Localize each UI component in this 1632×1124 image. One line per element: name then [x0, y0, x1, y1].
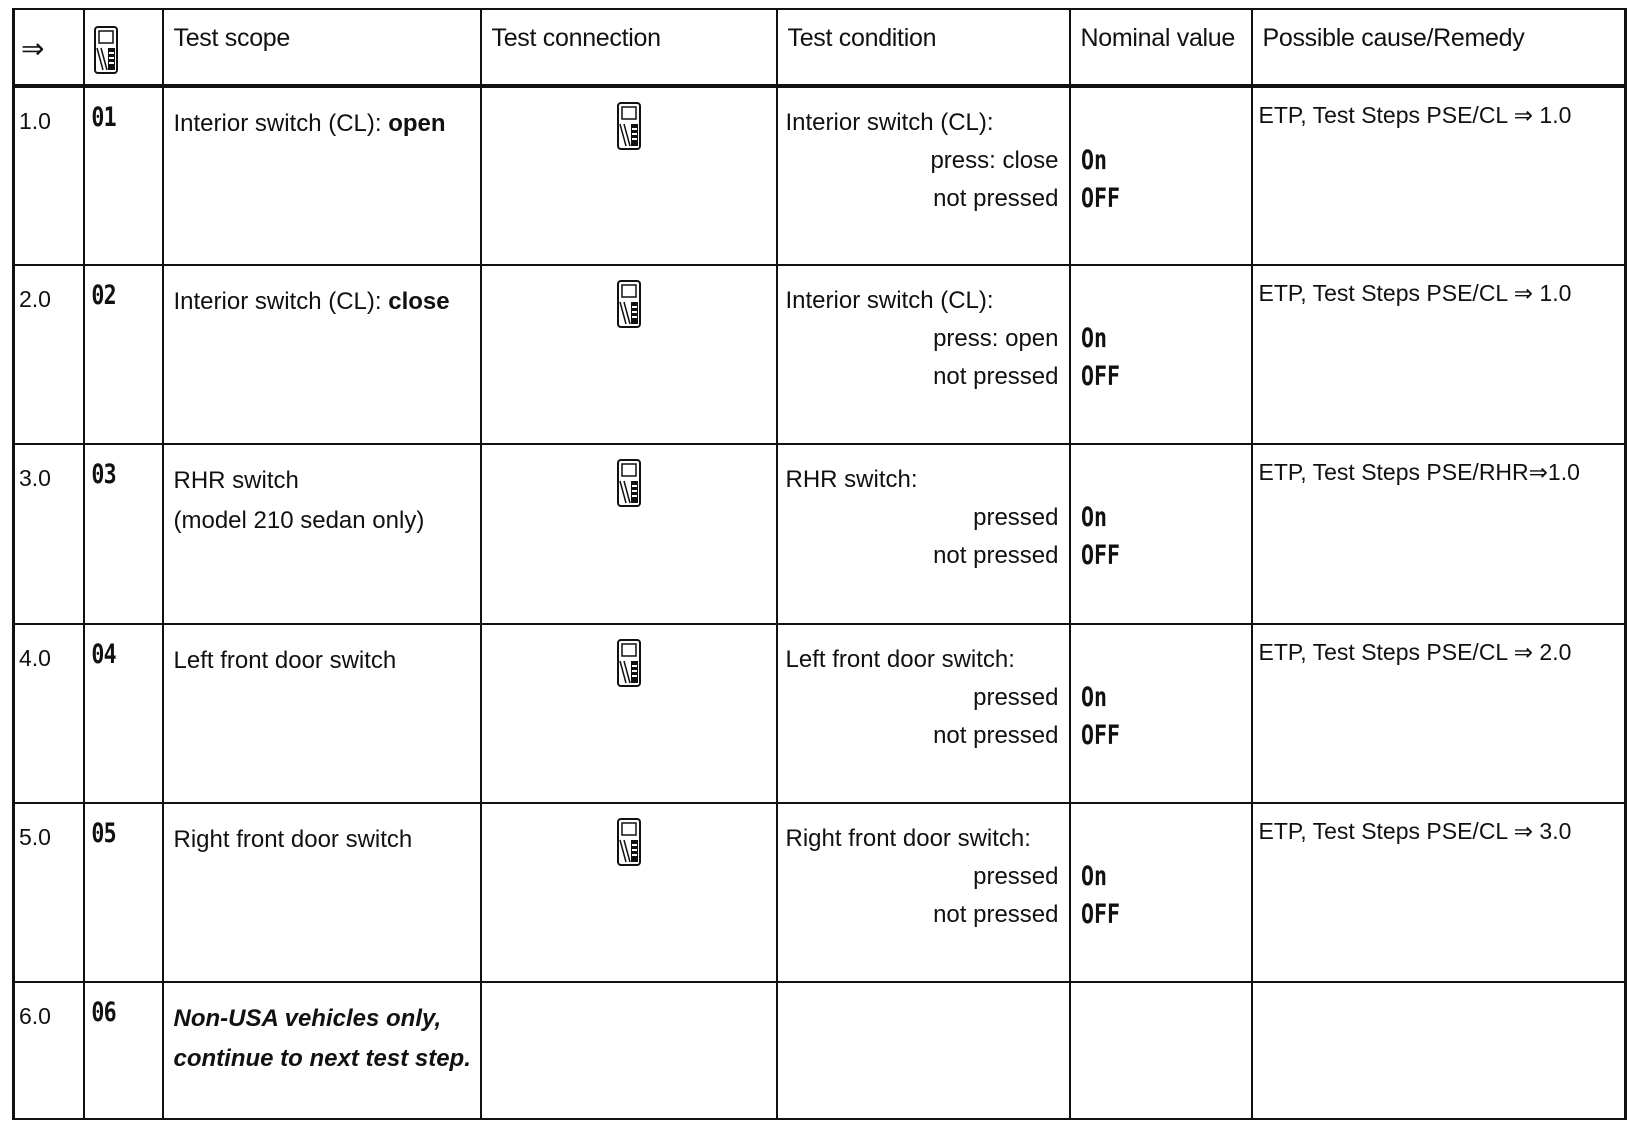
step-number: 6.0 [19, 1003, 51, 1030]
hand-held-tester-icon [616, 280, 642, 328]
hand-held-tester-icon [616, 818, 642, 866]
table-row [14, 982, 1626, 1119]
display-code: 03 [90, 459, 116, 491]
possible-cause-remedy [1252, 982, 1626, 1119]
display-code: 05 [90, 817, 116, 849]
test-condition: Interior switch (CL): press: open not pressed [785, 287, 1059, 391]
possible-cause-remedy: ETP, Test Steps PSE/CL ⇒ 3.0 [1258, 817, 1572, 844]
nominal-value: On OFF [1080, 323, 1120, 393]
table-row [14, 803, 1626, 982]
possible-cause-remedy: ETP, Test Steps PSE/RHR⇒1.0 [1258, 459, 1580, 486]
step-number: 5.0 [19, 823, 51, 850]
header-test-condition: Test condition [777, 9, 1070, 86]
header-test-connection: Test connection [481, 9, 777, 86]
nominal-value: On OFF [1080, 860, 1120, 930]
test-condition [777, 982, 1070, 1119]
nominal-value [1070, 982, 1252, 1119]
table-row [14, 265, 1626, 444]
header-tester [84, 9, 163, 86]
header-test-scope: Test scope [163, 9, 481, 86]
test-condition: Interior switch (CL): press: close not pressed [785, 109, 1059, 212]
test-condition: RHR switch: pressed not pressed [785, 466, 1059, 570]
nominal-value: On OFF [1080, 145, 1120, 214]
test-connection [482, 88, 776, 155]
display-code: 01 [90, 102, 116, 133]
table-row [14, 624, 1626, 803]
step-number: 4.0 [19, 644, 51, 671]
hand-held-tester-icon [616, 459, 642, 507]
display-code: 02 [90, 280, 116, 312]
possible-cause-remedy: ETP, Test Steps PSE/CL ⇒ 1.0 [1258, 280, 1572, 307]
test-connection [482, 804, 776, 871]
nominal-value: On OFF [1080, 681, 1120, 751]
table-row [14, 444, 1626, 623]
test-scope: Right front door switch [173, 825, 413, 853]
possible-cause-remedy: ETP, Test Steps PSE/CL ⇒ 1.0 [1258, 102, 1572, 128]
test-scope: Interior switch (CL): close [173, 288, 450, 316]
hand-held-tester-icon [93, 26, 119, 74]
step-number: 3.0 [19, 465, 51, 492]
header-possible-cause: Possible cause/Remedy [1252, 9, 1626, 86]
test-connection [482, 445, 776, 512]
step-number: 2.0 [19, 286, 51, 313]
display-code: 06 [90, 997, 116, 1029]
table-row [14, 86, 1626, 265]
header-nominal-value: Nominal value [1070, 9, 1252, 86]
nominal-value: On OFF [1080, 502, 1120, 572]
header-arrow: ⇒ [14, 9, 84, 86]
test-connection [482, 266, 776, 333]
test-scope: RHR switch (model 210 sedan only) [173, 467, 425, 535]
test-scope: Non-USA vehicles only, continue to next test step. [173, 1005, 471, 1073]
display-code: 04 [90, 638, 116, 670]
test-condition: Left front door switch: pressed not pressed [785, 645, 1059, 749]
test-scope: Left front door switch [173, 646, 397, 674]
test-scope: Interior switch (CL): open [173, 110, 446, 137]
header-row [14, 9, 1626, 86]
test-connection [481, 982, 777, 1119]
possible-cause-remedy: ETP, Test Steps PSE/CL ⇒ 2.0 [1258, 638, 1572, 665]
step-number: 1.0 [19, 108, 51, 134]
test-steps-table [12, 8, 1627, 1120]
test-condition: Right front door switch: pressed not pressed [785, 824, 1059, 928]
test-connection [482, 625, 776, 692]
hand-held-tester-icon [616, 102, 642, 150]
hand-held-tester-icon [616, 639, 642, 687]
